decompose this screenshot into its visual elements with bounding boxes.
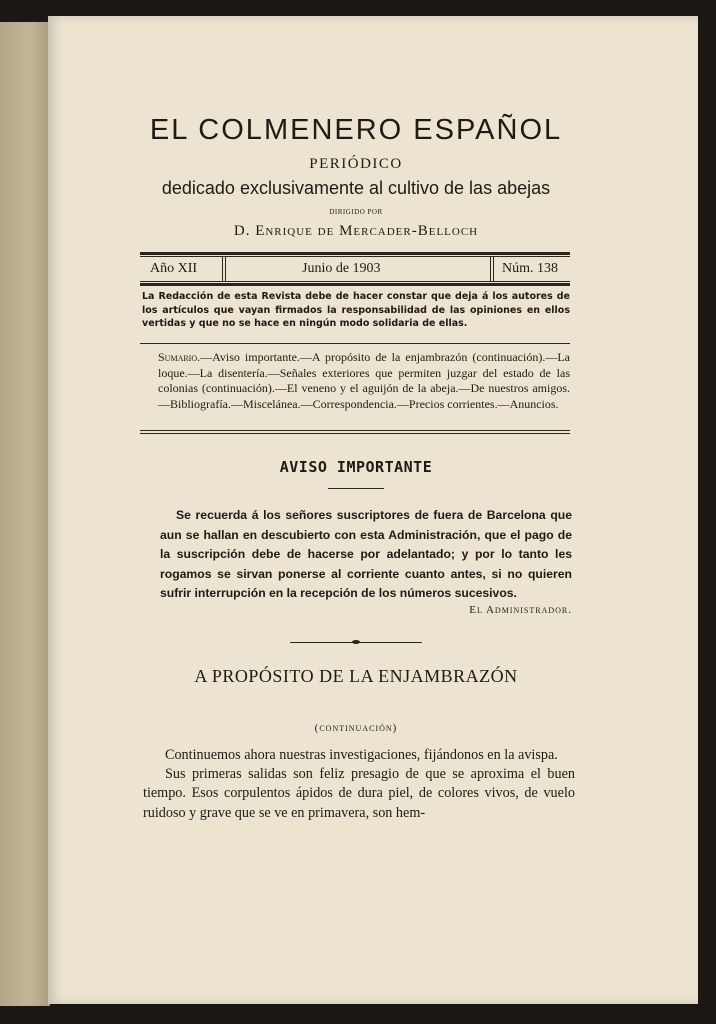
article-body	[143, 746, 575, 823]
article-paragraph: Continuemos ahora nuestras investigaciones, fijándonos en la avispa.	[165, 747, 558, 763]
info-date: Junio de 1903	[302, 261, 381, 276]
sumario	[158, 350, 570, 412]
masthead-periodico: PERIÓDICO	[309, 156, 403, 172]
aviso-title-rule	[328, 488, 384, 489]
aviso-body: Se recuerda á los señores suscriptores de fuera de Barcelona que aun se hallan en descubierto con esta Administración, que el pago de la suscripción debe de hacerse por adelantado; y por lo tanto les rogamos se sirvan ponerse al corriente cuanto antes, si no quieren sufrir interrupción en la recepción de los números sucesivos.	[160, 508, 572, 600]
masthead-director: D. Enrique de Mercader-Belloch	[233, 223, 479, 239]
info-bar-top-rule	[140, 252, 570, 255]
article-subtitle: (continuación)	[314, 722, 398, 734]
sumario-bottom-rule-2	[140, 433, 570, 434]
info-divider	[222, 257, 223, 281]
aviso-title: AVISO IMPORTANTE	[279, 458, 433, 476]
masthead-subtitle: dedicado exclusivamente al cultivo de las abejas	[161, 178, 551, 198]
sumario-bottom-rule	[140, 430, 570, 431]
info-bar-bottom-rule-thin	[140, 281, 570, 282]
info-number: Núm. 138	[502, 261, 558, 276]
masthead-dirigido-por: DIRIGIDO POR	[329, 208, 383, 216]
sumario-label: Sumario.	[158, 350, 201, 364]
facing-page-edge	[0, 22, 50, 1006]
sumario-text: —Aviso importante.—A propósito de la enjambrazón (continuación).—La loque.—La disentería.—Señales exteriores que permiten juzgar del estado de las colonias (continuación).—El veneno y el aguijón de la abeja.—De nuestros amigos.—Bibliografía.—Miscelánea.—Correspondencia.—Precios corrientes.—Anuncios.	[158, 350, 570, 411]
masthead-title: EL COLMENERO ESPAÑOL	[149, 114, 563, 146]
article-title: A PROPÓSITO DE LA ENJAMBRAZÓN	[194, 666, 518, 686]
aviso-signature: El Administrador.	[469, 604, 572, 616]
info-bar-bottom-rule	[140, 283, 570, 286]
document-page	[48, 16, 698, 1004]
editorial-notice: La Redacción de esta Revista debe de hacer constar que deja á los autores de los artículos que vayan firmados la responsabilidad de las opiniones en ellos vertidas y que no se hace en ningún modo solidaria de ellas.	[142, 291, 570, 329]
info-bar	[140, 257, 570, 281]
info-divider	[493, 257, 494, 281]
section-divider-ornament	[352, 640, 360, 644]
sumario-top-rule	[140, 343, 570, 344]
article-paragraph: Sus primeras salidas son feliz presagio de que se aproxima el buen tiempo. Esos corpulentos ápidos de dura piel, de colores vivos, de vuelo ruidoso y grave que se ve en primavera, son hem-	[143, 766, 575, 821]
info-year: Año XII	[150, 261, 198, 276]
info-divider	[490, 257, 491, 281]
info-divider	[225, 257, 226, 281]
